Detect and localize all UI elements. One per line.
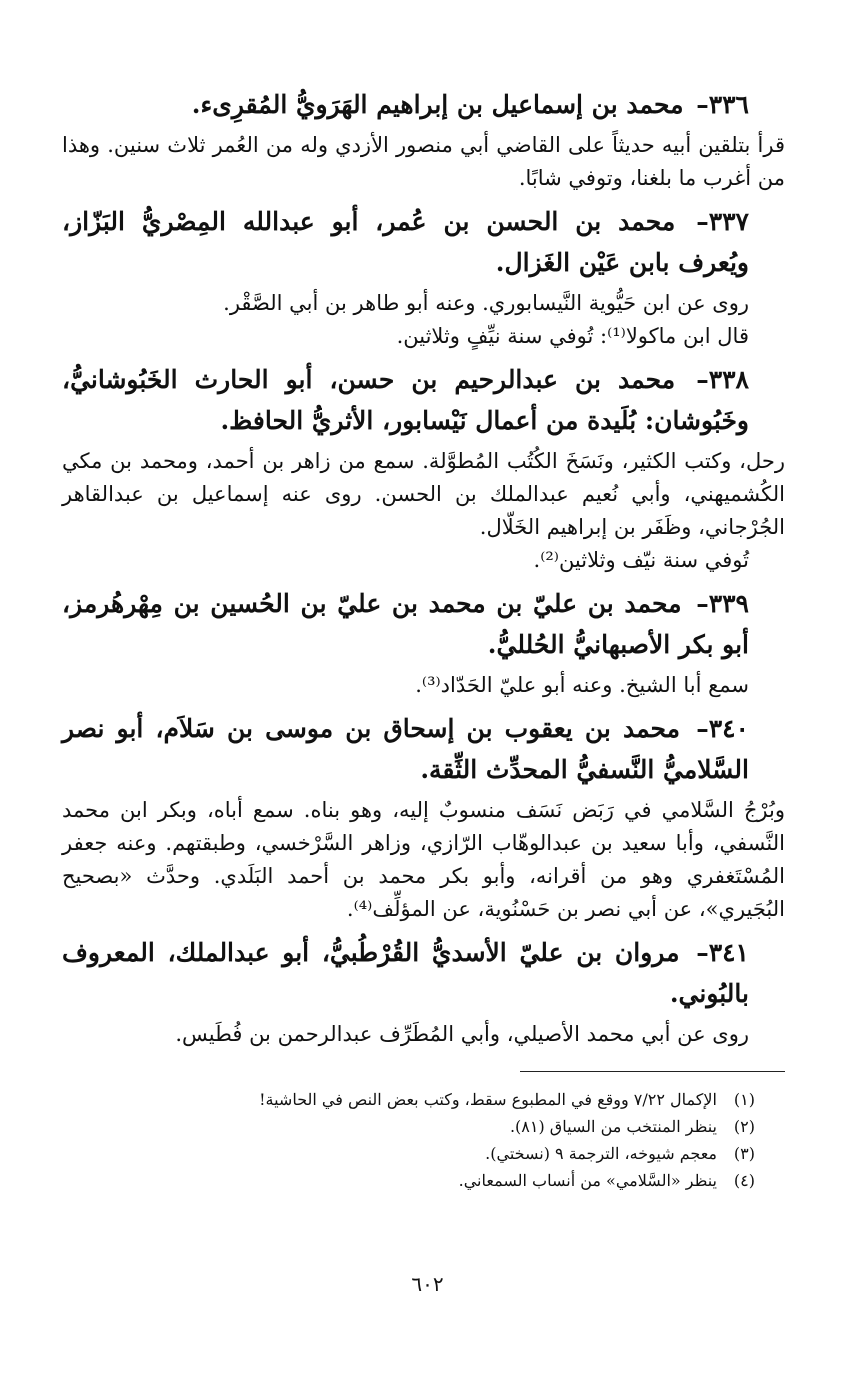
entry-heading: محمد بن عبدالرحيم بن حسن، أبو الحارث الخَبُوشانيُّ، وخَبُوشان: بُلَيدة من أعمال نَيْسابور، الأثريُّ الحافظ. (62, 365, 749, 435)
entry-341 (62, 932, 785, 1051)
entry-340 (62, 708, 785, 926)
entry-338 (62, 359, 785, 577)
page-number: ٦٠٢ (411, 1272, 444, 1296)
footnote-item (62, 1113, 755, 1140)
footnote-number: (٤) (733, 1171, 755, 1190)
entry-number: ٣٣٨– (696, 365, 749, 394)
entry-title (62, 583, 785, 665)
entry-number: ٣٤٠– (696, 714, 749, 743)
footnote-item (62, 1140, 755, 1167)
footnote-number: (٢) (733, 1117, 755, 1136)
entry-heading: محمد بن يعقوب بن إسحاق بن موسى بن سَلاَم، أبو نصر السَّلاميُّ النَّسفيُّ المحدِّث الثِّقة. (62, 714, 749, 784)
entry-heading: محمد بن الحسن بن عُمر، أبو عبدالله المِصْريُّ البَزّاز، ويُعرف بابن عَيْن الغَزال. (62, 207, 749, 277)
entry-heading: مروان بن عليّ الأسديُّ القُرْطُبيُّ، أبو عبدالملك، المعروف بالبُوني. (62, 938, 749, 1008)
footnote-text: معجم شيوخه، الترجمة ٩ (نسختي). (485, 1144, 717, 1163)
entry-text: قال ابن ماكولا⁽¹⁾: تُوفي سنة نيِّفٍ وثلاثين. (396, 324, 749, 348)
entry-title (62, 359, 785, 441)
entry-number: ٣٣٦– (696, 90, 749, 119)
entry-title (62, 932, 785, 1014)
entry-heading: محمد بن إسماعيل بن إبراهيم الهَرَويُّ المُقرِىء. (191, 90, 684, 119)
entry-text: تُوفي سنة نيّف وثلاثين⁽²⁾. (533, 548, 749, 572)
entry-title (62, 84, 785, 125)
entry-337 (62, 201, 785, 353)
footnote-text: ينظر المنتخب من السياق (٨١). (509, 1117, 717, 1136)
footnote-text: الإكمال ٧/٢٢ ووقع في المطبوع سقط، وكتب بعض النص في الحاشية! (259, 1090, 717, 1109)
footnote-number: (٣) (733, 1144, 755, 1163)
entry-text: وبُرْجُ السَّلامي في رَبَض نَسَف منسوبٌ إليه، وهو بناه. سمع أباه، وبكر ابن محمد النَّسفي، وأبا سعيد بن عبدالوهّاب الرّازي، وزاهر السَّرْخسي، وطبقتهم. وعنه جعفر المُسْتَغفري وهو من أقرانه، وأبو بكر محمد بن أحمد البَلَدي. وحدَّث «بصحيح البُجَيري»، عن أبي نصر بن حَسْنُوية، عن المؤلِّف⁽⁴⁾. (62, 798, 785, 921)
entry-336 (62, 84, 785, 195)
entry-text: رحل، وكتب الكثير، ونَسَخَ الكُتُب المُطوَّلة. سمع من زاهر بن أحمد، ومحمد بن مكي الكُشميهني، وأبي نُعيم عبدالملك بن الحسن. روى عنه إسماعيل بن عبدالقاهر الجُرْجاني، وظَفَر بن إبراهيم الخَلّال. (62, 449, 785, 539)
entry-text: روى عن أبي محمد الأصيلي، وأبي المُطَرِّف عبدالرحمن بن فُطَيس. (175, 1022, 749, 1046)
entry-title (62, 201, 785, 283)
entry-number: ٣٤١– (696, 938, 749, 967)
entry-text: سمع أبا الشيخ. وعنه أبو عليّ الحَدّاد⁽³⁾. (415, 673, 749, 697)
footnote-text: ينظر «السَّلامي» من أنساب السمعاني. (458, 1171, 717, 1190)
entry-heading: محمد بن عليّ بن محمد بن عليّ بن الحُسين بن مِهْرهُرمز، أبو بكر الأصبهانيُّ الحُلليُّ. (62, 589, 749, 659)
entry-number: ٣٣٧– (696, 207, 749, 236)
footnote-item (62, 1167, 755, 1194)
footnote-divider (520, 1071, 785, 1072)
entry-number: ٣٣٩– (696, 589, 749, 618)
footnote-number: (١) (733, 1090, 755, 1109)
entry-text: قرأ بتلقين أبيه حديثاً على القاضي أبي منصور الأزدي وله من العُمر ثلاث سنين. وهذا من أغرب ما بلغنا، وتوفي شابًا. (62, 133, 785, 190)
footnotes (62, 1086, 785, 1194)
entry-339 (62, 583, 785, 702)
footnote-item (62, 1086, 755, 1113)
entry-text: روى عن ابن حَيُّوية النَّيسابوري. وعنه أبو طاهر بن أبي الصَّقْر. (223, 291, 749, 315)
entry-title (62, 708, 785, 790)
